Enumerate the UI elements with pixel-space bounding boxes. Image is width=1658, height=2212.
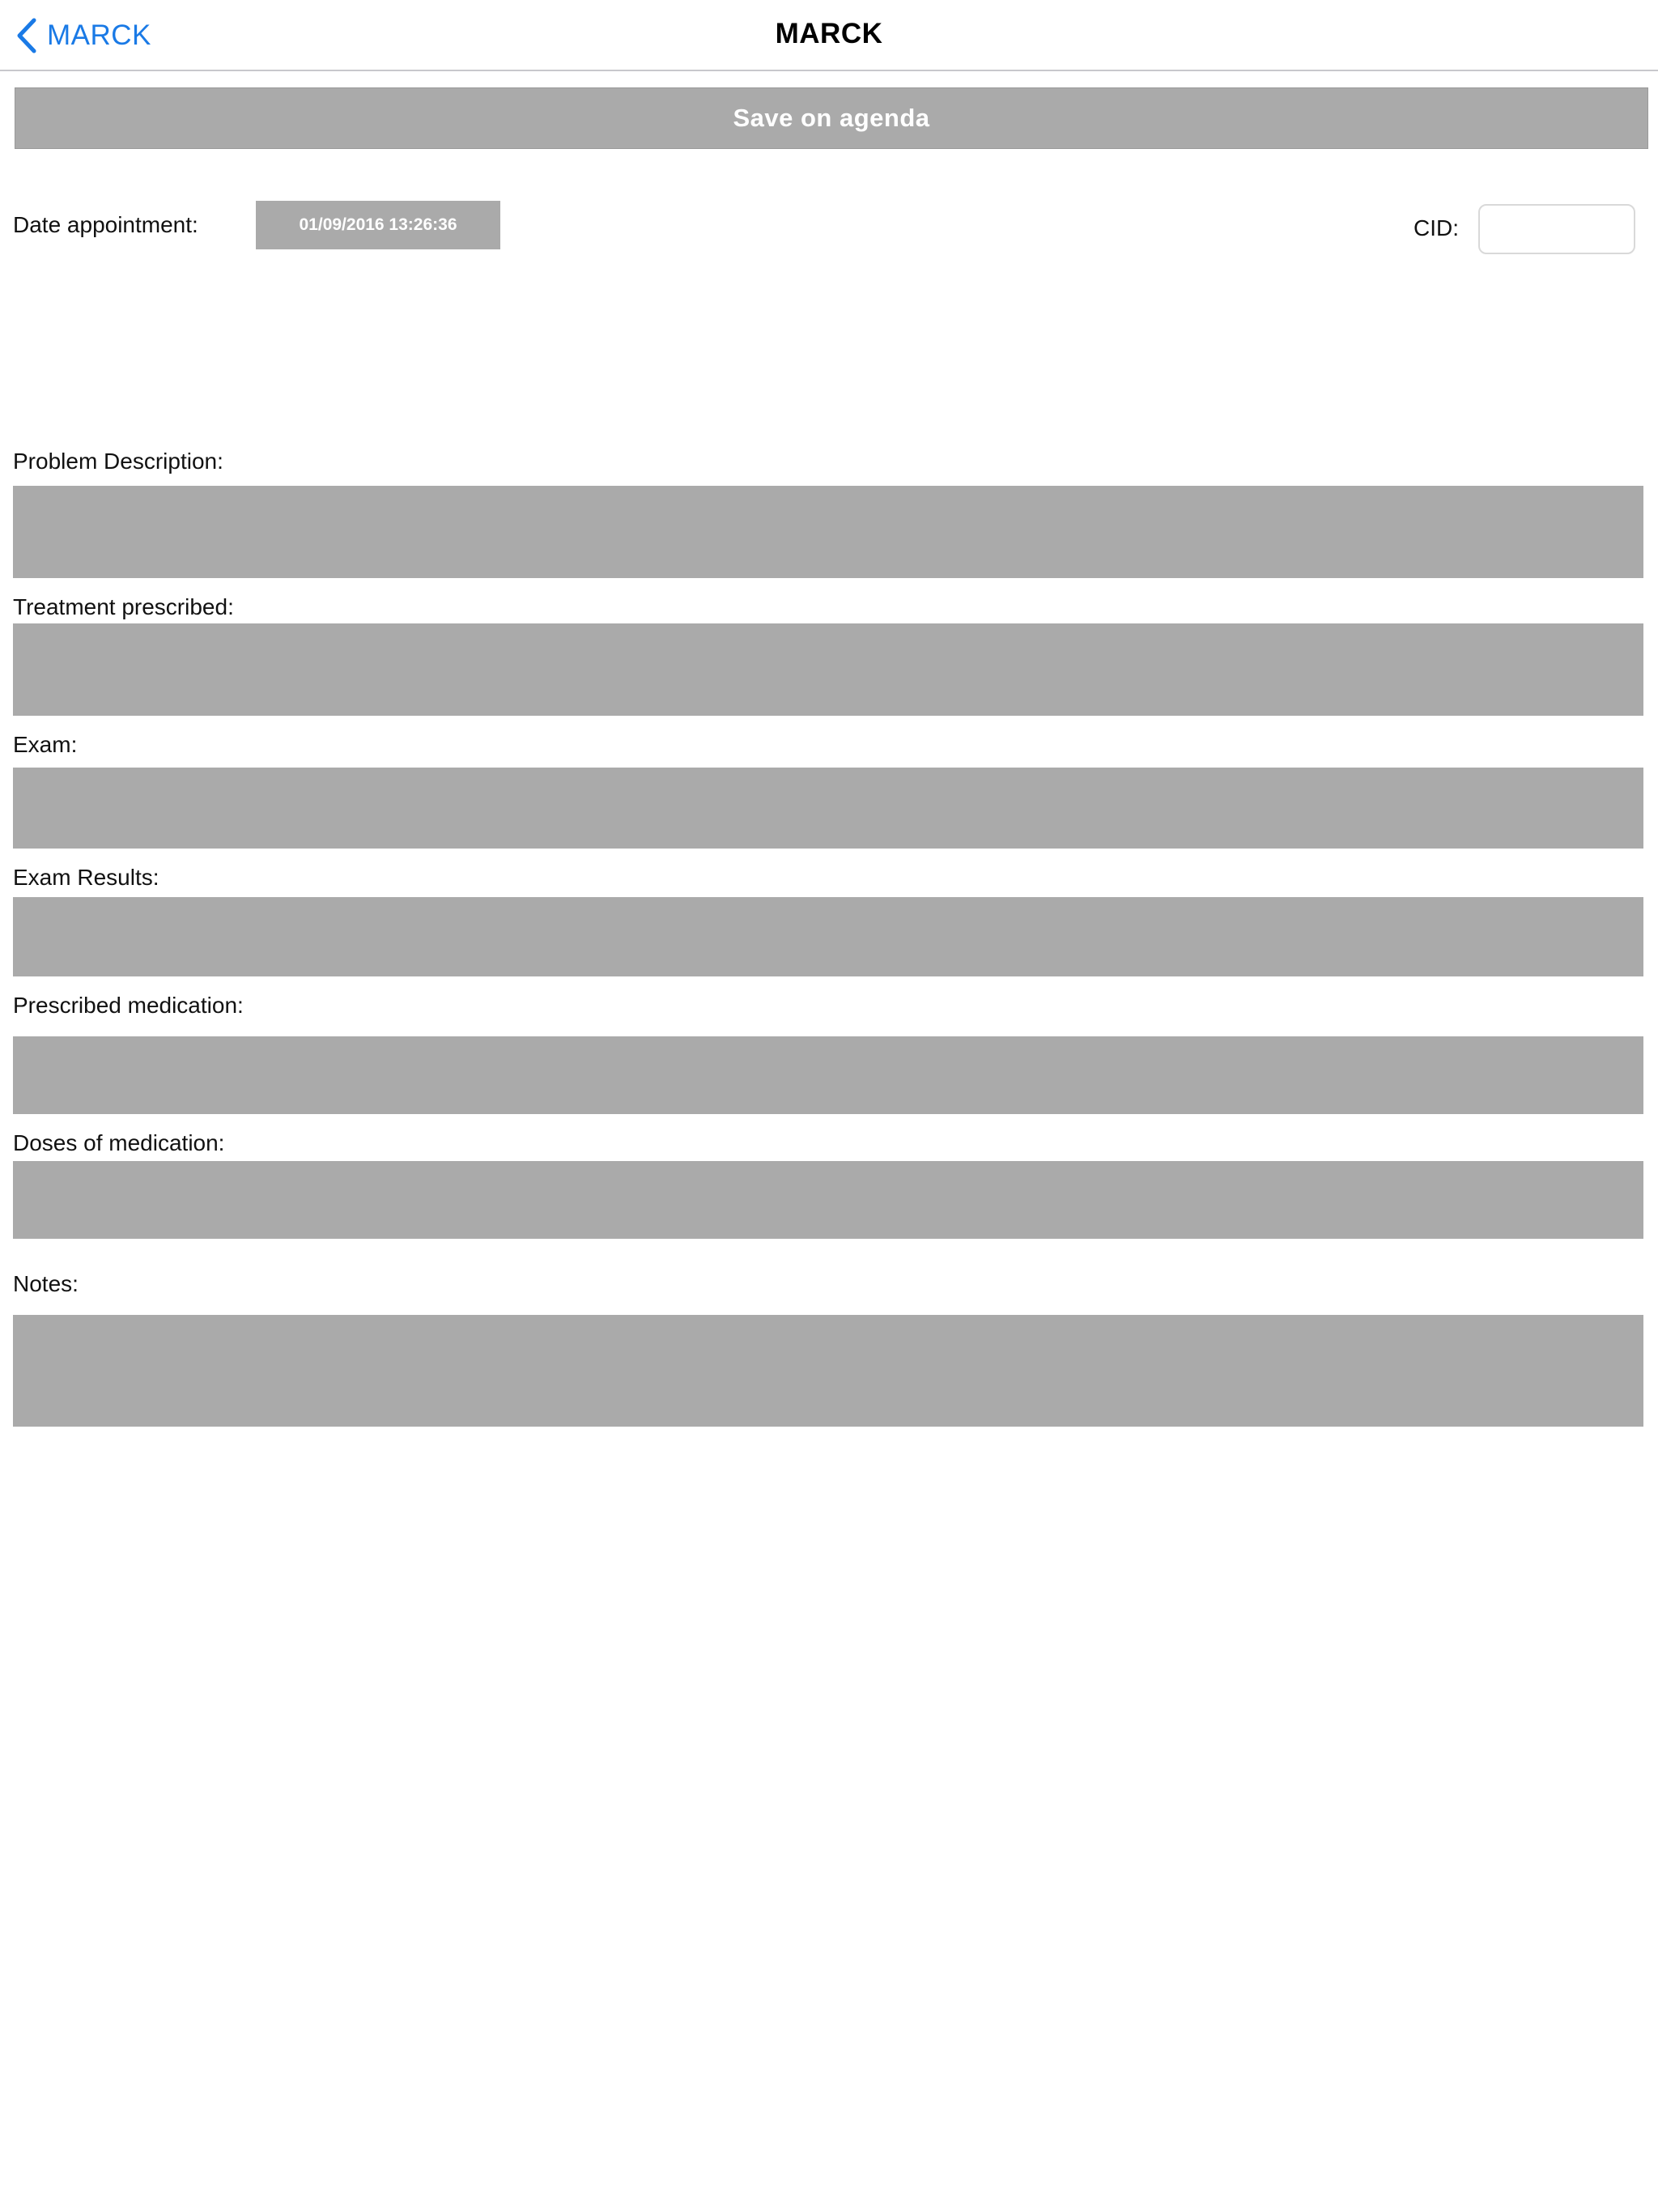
treatment-prescribed-label: Treatment prescribed:: [13, 594, 234, 619]
date-appointment-picker-button[interactable]: 01/09/2016 13:26:36: [256, 201, 500, 249]
notes-label: Notes:: [13, 1271, 79, 1296]
exam-results-label: Exam Results:: [13, 865, 159, 890]
back-button-label: MARCK: [47, 19, 151, 51]
exam-field[interactable]: [13, 768, 1643, 849]
prescribed-medication-label: Prescribed medication:: [13, 993, 244, 1018]
exam-results-field[interactable]: [13, 897, 1643, 976]
save-on-agenda-button[interactable]: Save on agenda: [15, 87, 1648, 149]
notes-field[interactable]: [13, 1315, 1643, 1427]
treatment-prescribed-field[interactable]: [13, 623, 1643, 716]
prescribed-medication-field[interactable]: [13, 1036, 1643, 1114]
doses-of-medication-label: Doses of medication:: [13, 1130, 225, 1155]
doses-of-medication-field[interactable]: [13, 1161, 1643, 1239]
cid-label: CID:: [1414, 215, 1459, 240]
exam-label: Exam:: [13, 732, 78, 757]
problem-description-label: Problem Description:: [13, 449, 223, 474]
cid-input[interactable]: [1478, 204, 1635, 254]
date-appointment-label: Date appointment:: [13, 212, 198, 237]
navigation-bar: [0, 0, 1658, 71]
problem-description-field[interactable]: [13, 486, 1643, 578]
page-title: MARCK: [775, 18, 883, 49]
